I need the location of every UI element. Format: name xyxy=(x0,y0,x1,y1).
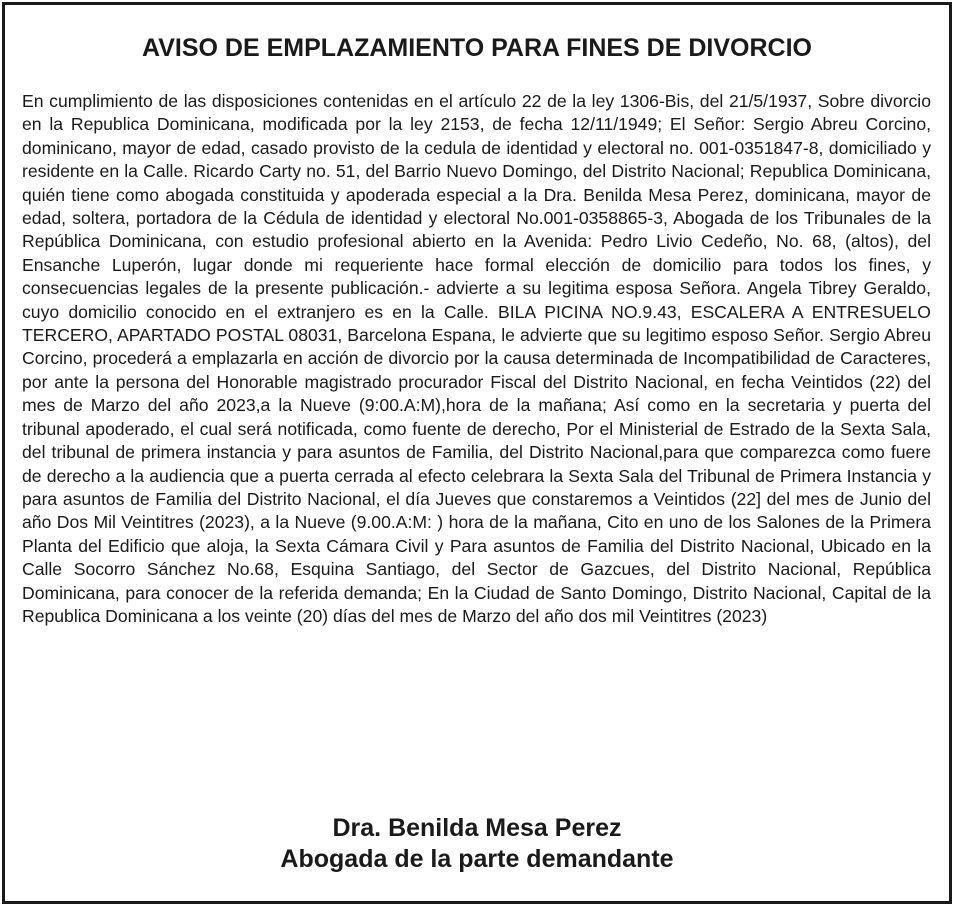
signature-name: Dra. Benilda Mesa Perez xyxy=(332,814,622,842)
signature-block xyxy=(5,813,949,875)
notice-frame xyxy=(2,2,952,904)
notice-title: AVISO DE EMPLAZAMIENTO PARA FINES DE DIVORCIO xyxy=(142,34,812,62)
notice-body: En cumplimiento de las disposiciones contenidas en el artículo 22 de la ley 1306-Bis, del 21/5/1937, Sobre divorcio en la Republica Dominicana, modificada por la ley 2153, de fecha 12/11/1949; El Señor: Sergio Abreu Corcino, dominicano, mayor de edad, casado provisto de la cedula de identidad y electoral no. 001-0351847-8, domiciliado y residente en la Calle. Ricardo Carty no. 51, del Barrio Nuevo Domingo, del Distrito Nacional; Republica Dominicana, quién tiene como abogada constituida y apoderada especial a la Dra. Benilda Mesa Perez, dominicana, mayor de edad, soltera, portadora de la Cédula de identidad y electoral No.001-0358865-3, Abogada de los Tribunales de la República Dominicana, con estudio profesional abierto en la Avenida: Pedro Livio Cedeño, No. 68, (altos), del Ensanche Luperón, lugar donde mi requeriente hace formal elección de domicilio para todos los fines, y consecuencias legales de la presente publicación.- advierte a su legitima esposa Señora. Angela Tibrey Geraldo, cuyo domicilio conocido en el extranjero es en la Calle. BILA PICINA NO.9.43, ESCALERA A ENTRESUELO TERCERO, APARTADO POSTAL 08031, Barcelona Espana, le advierte que su legitimo esposo Señor. Sergio Abreu Corcino, procederá a emplazarla en acción de divorcio por la causa determinada de Incompatibilidad de Caracteres, por ante la persona del Honorable magistrado procurador Fiscal del Distrito Nacional, en fecha Veintidos (22) del mes de Marzo del año 2023,a la Nueve (9:00.A:M),hora de la mañana; Así como en la secretaria y puerta del tribunal apoderado, el cual será notificada, como fuente de derecho, Por el Ministerial de Estrado de la Sexta Sala, del tribunal de primera instancia y para asuntos de Familia, del Distrito Nacional,para que comparezca como fuere de derecho a la audiencia que a puerta cerrada al efecto celebrara la Sexta Sala del Tribunal de Primera Instancia y para asuntos de Familia del Distrito Nacional, el día Jueves que constaremos a Veintidos (22] del mes de Junio del año Dos Mil Veintitres (2023), a la Nueve (9.00.A:M: ) hora de la mañana, Cito en uno de los Salones de la Primera Planta del Edificio que aloja, la Sexta Cámara Civil y Para asuntos de Familia del Distrito Nacional, Ubicado en la Calle Socorro Sánchez No.68, Esquina Santiago, del Sector de Gazcues, del Distrito Nacional, República Dominicana, para conocer de la referida demanda; En la Ciudad de Santo Domingo, Distrito Nacional, Capital de la Republica Dominicana a los veinte (20) días del mes de Marzo del año dos mil Veintitres (2023) xyxy=(22,91,931,626)
signature-role: Abogada de la parte demandante xyxy=(280,845,674,873)
